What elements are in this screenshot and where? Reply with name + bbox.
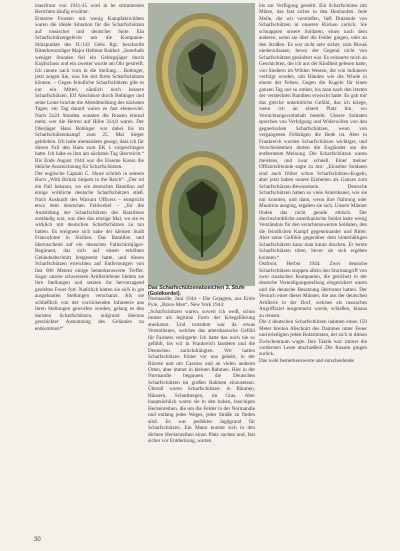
- paragraph: Erstarrte Fronten mit wenig Kampfaktivitäten waren die ideale Situation für die Scharfschützen auf russischer und deutscher Seite. Ein Scharfschützengefecht um die Kompanie-Stützpunkte des II./143 Gebs Rgt. beschreibt Ritterkreuzträger Major Hellmut Raithel: „Innerhalb weniger Stunden fiel ein Gebirgsjäger durch Kopfschuss und ein zweiter wurde am Ohr gestreift. Ich rannte nach vorn in die Stellung… Bobinger, jetzt zeigen Sie, was Sie mit Ihren Scharfschützen können. – Gegen feindliche Scharfschützen gibt es nur ein Mittel, nämlich noch bessere Scharfschützen. Elf Abschüsse durch Bobinger und seine Leute brachte die Abendmeldung des nächsten Tages: ein Tag darauf waren es fast ebensoviel. Nach 3x24 Stunden wussten die Russen einmal mehr, wer die Herren auf Höhe 314,8 waren. Der Oberjäger Hans Bobinger war dabei bis im Scharfschützenkampf zum 25. Mal Sieger geblieben. Ich hatte niemandem gesagt, dass ich für diesen Fall den Hans zum EK 1 vorgeschlagen hatte. Ich habe es ihm am nächsten Tag überreicht.“ Bis Ende August 1944 war die Eiserne Kreuz die übliche Auszeichnung für Scharfschützen.: [35, 15, 144, 171]
- paragraph: Ostfront, Herbst 1944: Zwei deutsche Scharfschützen stoppen allein den Sturmangriff von zwei russischen Kompanien, die gesichert in der deutsche Verteidigungsstellung eingesickert waren und die deutsche Besatzung überrannt hatten. Der Versuch einer dieser Männer, die aus der deutschen Artillerie in der Dorf, welches als russisches Angriffsziel ausgemacht wurde, schießen, hinaus zu rennen.: [259, 261, 367, 319]
- paragraph: Normandie, Juni 1944 – Die Gejagten, aus Ernie Pyle, „Brave Men“, New York 1944:: [148, 296, 255, 309]
- paragraph: Die 4 deutschen Scharfschützen nahmen einen 150 Meter breiten Abschnitt des Dammes unter Feuer und erledigten jeden Rotarmisten, der sich in diesen Zwischenraum wagte. Ihre Taktik war: immer die vordersten Leute abschießen! Die Russen gingen zurück.: [259, 319, 367, 358]
- text-column-middle: [148, 296, 255, 444]
- paragraph: bis zur Verfügung gestellt. Ein Scharfschütze mit Mütze, das fast sicher in den Heuhaufen. Jede Meile, die wir vorstießen, ließ Dutzende von Scharfschützen in unseren Rücken zurück. Sie schnappten unsere Soldaten, einen nach dem anderen, wenn sie über die Felder gingen, oder an den Straßen. Es war nicht sehr sicher, zum Biwak niederzulassen, bevor der Gegend nicht von Scharfschützen gesäubert war. Es erinnerte mich an Geschichten, die ich aus der Kindheit gelesen hatte, von Siedlern im Wilden Westen, die von Indianern verfolgt wurden, mit Händen wie die Winde in einem der Felsen. Gegen die Kugeln für einen ganzen Tag nur so umher, bis man nach den letzten der versteckten Banditen erwischt hatte. Es gab mir das gleiche unheimliche Gefühl, das ich kriege, wenn ich an einem Platz bin, wo Vernichtungsvorbehalt besteht. Unsere Soldaten sprechen von Verfolgung und Widerwillen von den gegnerischen Scharfschützen, wenn von vergangenen Feldzügen die Rede ist. Aber in Frankreich wurden Scharfschützen wichtiger, und Verschiedenheit dorten die Engländer um die entfernteste Meinung. Die Scharfschützen waren meistens, und zwar schnell. Einer meiner Offiziersfreunde sagte zu mir: „Einzelne Soldaten sind auch früher schon Scharfschützen-Kugeln, aber jetzt haben unsere Einheiten als Ganzes zum Scharfschützen-Bewusstsein. Deutsche Scharfschützen haben so viele Amerikaner, wie sie nur konnten, und dann, wenn ihre Nahrung oder Munition ausging, ergaben sie sich. Unsere Männer finden das nicht gerade ethisch. Der durchschnittliche amerikanische Soldat hatte wenig Verständnis für den verachtenswerten Soldaten, den die feindlichen Kampf gegeneinander und Ritter. Aber seine Gefühle gegenüber dem hinterhältigen Scharfschützen kann man kaum drucken. Er lernte Scharfschützen töten, bevor sie sich ergeben konnten.“: [259, 3, 367, 261]
- page-number: 30: [34, 537, 41, 543]
- paragraph: „Scharfschützen waren, soweit ich weiß, schon immer als legitime Form der Kriegsführung anerkannt. Und trotzdem war da etwas Verstohlenes, welches das amerikanische Gefühl für Fairness verärgerte. Ich hatte das noch nie so gefühlt, bis wir in Frankreich landeten und die Deutschen zurückdrängten. Wir hatten Scharfschützen früher vor uns gehabt, in der Bizerte und um Cassino und an vielen anderen Orten, aber immer in kleinen Rahmen. Hier in der Normandie begannen die Deutschen Scharfschützen im großen Rahmen einzusetzen. Überall waren Scharfschützen: in Bäumen, Häusern, Schuttbergen, im Gras. Aber hauptsächlich waren sie in den hohen, buschigen Heckenreihen, die um die Felder in der Normandie und entlang jedes Weges, jeder Straße zu finden sind. Es war perfekter Jagdgrund für Scharfschützen. Ein Mann konnte sich in den dichten Heckenreihen einen Platz suchen und, fast sicher vor Entdeckung, warten.: [148, 308, 255, 444]
- badge-upper: [156, 13, 248, 129]
- badge-lower: [156, 151, 248, 275]
- figure-caption: Das Scharfschützenabzeichen 3. Stufe (Goldkordel).: [148, 285, 245, 297]
- paragraph: Das wohl bemerkenswerte und entscheidende: [259, 357, 354, 364]
- badge-illustration: [148, 3, 255, 286]
- sniper-badge-photo: [148, 3, 255, 286]
- paragraph: Der englische Captain C. Shore schrieb in seinem Buch „With British Snipers to the Reich“: „Der tol ein Fall bekannt, wo ein deutsches Bataillon auf einige wirkliche deutsche Scharfschützen stieß. Nach Auskunft des Warrant Officers – entspricht etwa dem deutschen Feldwebel – „für die Ausbildung der Scharfschützen des Bataillons zuständig war, war dies das einzige Mal, wo sie es wirklich mit deutschen Scharfschützen zu tun hatten. Es ereignete sich nahe der kleinen Stadt Francofonte in Sizilien. Das Bataillon und überraschend auf ein deutsches Fallschirmjäger-Regiment, das sich auf einem erhöhten Geländeabschnitt festgesetzt hatte, und diesen Scharfschützen erreichten auf Entfernungen von fast 600 Metern einige bemerkenswerte Treffer. Sogar unsere schwereren Artilleriefeuer hielten sie ihre Stellungen und setzten ihr hervorragend gezieltes Feuer fort. Natürlich hatten sie sich in gut ausgebauten Stellungen verschanzt. Als sie schließlich von der vorrückenden Infanterie aus ihren Stellungen geworfen wurden, gelang es den meisten Scharfschützen, aufgrund überaus geschickter Ausnutzung des Geländes zu entkommen!“: [35, 170, 144, 332]
- text-column-left: [35, 3, 144, 332]
- paragraph: maerfront von 1941-45 wird in he stimmtesten Berichten häufig erwähnt.: [35, 3, 144, 16]
- text-column-right: [259, 3, 367, 364]
